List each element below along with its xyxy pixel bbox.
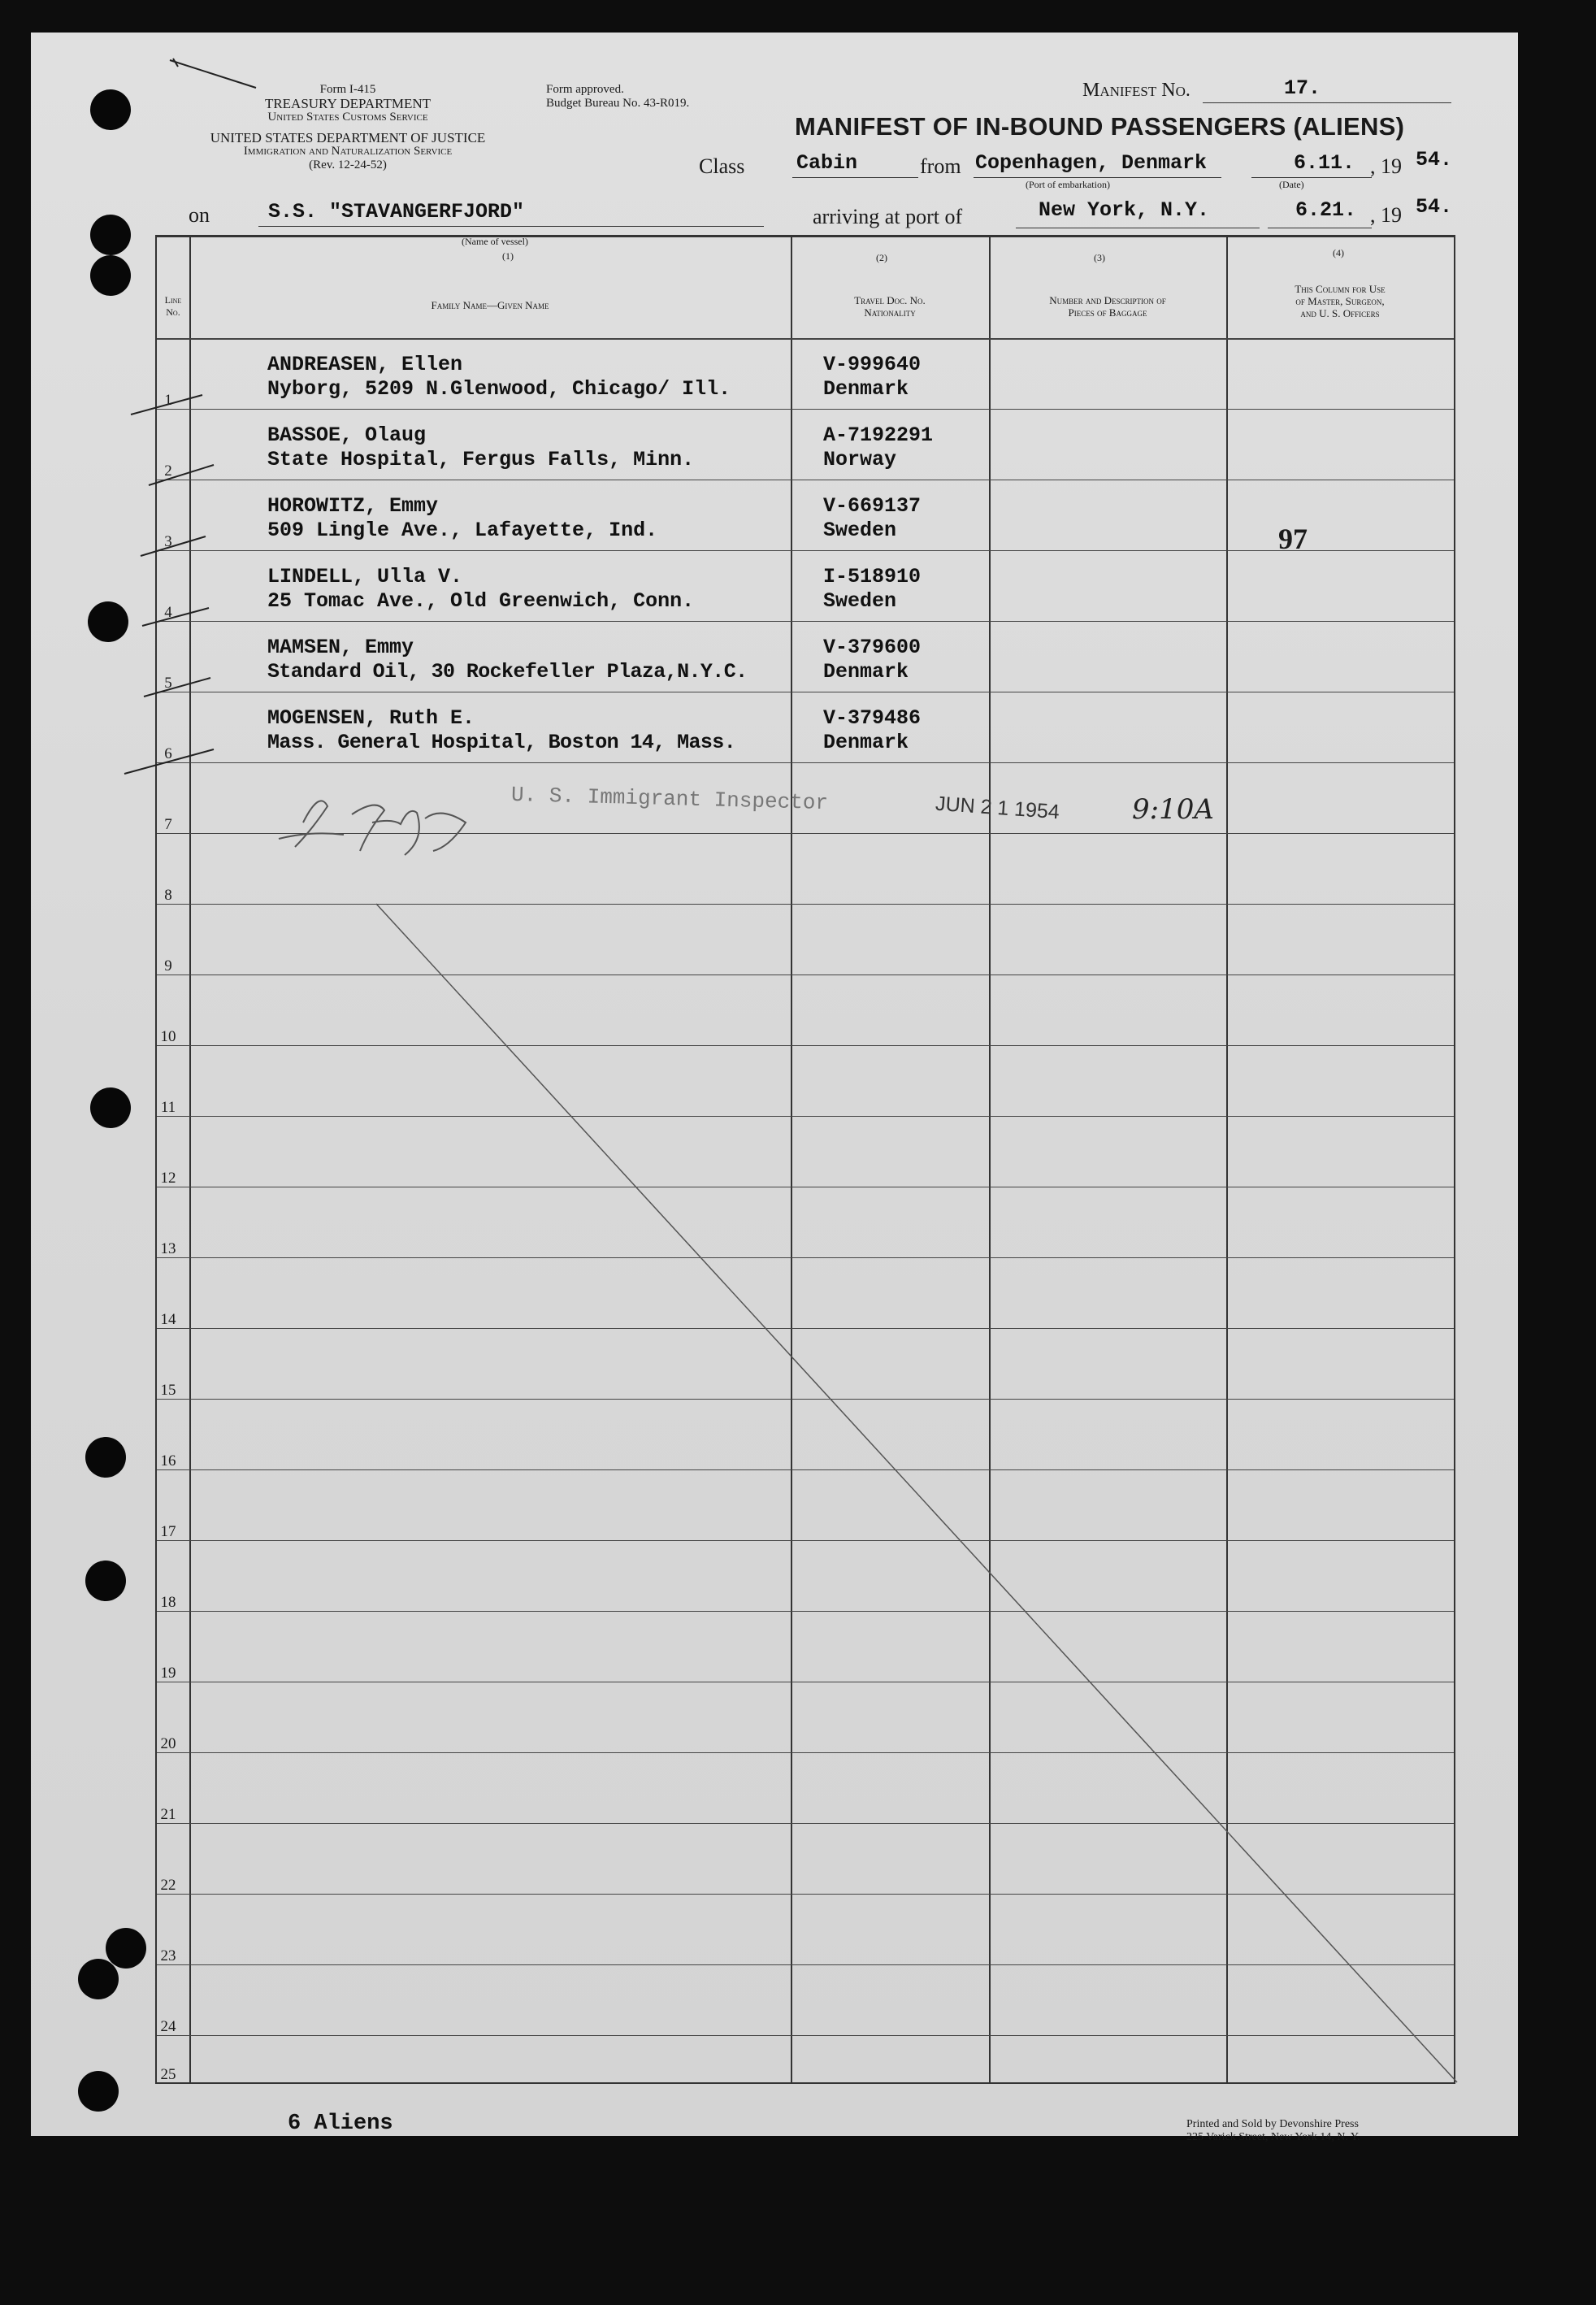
binder-hole: [90, 1087, 131, 1128]
header-baggage-text-2: Pieces of Baggage: [1068, 306, 1147, 319]
printer-line-1: Printed and Sold by Devonshire Press: [1186, 2118, 1359, 2130]
line-number: 2: [164, 462, 172, 480]
line-number: 24: [160, 2018, 176, 2035]
printer-line-2: 225 Varick Street, New York 14, N. Y.: [1186, 2131, 1360, 2143]
header-baggage-text-1: Number and Description of: [1049, 294, 1166, 306]
total-aliens: 6 Aliens: [288, 2112, 393, 2136]
vessel-underline: [258, 226, 764, 227]
depart-date-underline: [1251, 177, 1372, 178]
passenger-address: State Hospital, Fergus Falls, Minn.: [267, 448, 695, 471]
binder-hole: [90, 215, 131, 255]
passenger-name: BASSOE, Olaug: [267, 423, 427, 447]
passenger-address: 25 Tomac Ave., Old Greenwich, Conn.: [267, 589, 695, 613]
class-label: Class: [699, 154, 745, 178]
budget-bureau-text: Budget Bureau No. 43-R019.: [546, 97, 690, 110]
form-approved-text: Form approved.: [546, 83, 624, 96]
nationality: Denmark: [823, 377, 909, 401]
departure-year: 54.: [1416, 148, 1453, 171]
line-number: 19: [160, 1665, 176, 1682]
time-note: 9:10A: [1132, 793, 1214, 826]
header-officers-text-2: of Master, Surgeon,: [1295, 295, 1385, 307]
line-number: 25: [160, 2066, 176, 2083]
column-number-3: (3): [1094, 252, 1105, 263]
line-number: 17: [160, 1523, 176, 1540]
binder-hole: [106, 1928, 146, 1969]
nationality: Sweden: [823, 519, 897, 542]
nationality: Norway: [823, 448, 897, 471]
travel-doc-number: V-379600: [823, 636, 922, 659]
header-line-text: Line: [164, 294, 182, 306]
passenger-name: MAMSEN, Emmy: [267, 636, 414, 659]
customs-service: United States Customs Service: [267, 111, 428, 124]
nationality: Denmark: [823, 731, 909, 754]
header-departments: [177, 83, 518, 172]
passenger-address: Standard Oil, 30 Rockefeller Plaza,N.Y.C.: [267, 660, 748, 684]
embarkation-port: Copenhagen, Denmark: [975, 151, 1208, 175]
date-caption: (Date): [1279, 179, 1304, 190]
binder-hole: [78, 1959, 119, 1999]
binder-hole: [90, 255, 131, 296]
passenger-address: Nyborg, 5209 N.Glenwood, Chicago/ Ill.: [267, 377, 731, 401]
line-number: 9: [164, 957, 172, 975]
passenger-name: HOROWITZ, Emmy: [267, 494, 439, 518]
travel-doc-number: A-7192291: [823, 423, 934, 447]
class-underline: [792, 177, 918, 178]
line-number: 23: [160, 1947, 176, 1964]
nationality: Sweden: [823, 589, 897, 613]
arrival-date: 6.21.: [1295, 198, 1357, 222]
line-number: 4: [164, 604, 172, 621]
strike-through-line: [157, 237, 1454, 2082]
line-number: 22: [160, 1877, 176, 1894]
passenger-address: Mass. General Hospital, Boston 14, Mass.: [267, 731, 736, 754]
departure-year-prefix: , 19: [1370, 154, 1402, 178]
line-number: 21: [160, 1806, 176, 1823]
header-nationality-text: Nationality: [864, 306, 916, 319]
treasury-department: TREASURY DEPARTMENT: [264, 96, 432, 111]
passenger-name: ANDREASEN, Ellen: [267, 353, 463, 376]
line-number: 12: [160, 1170, 176, 1187]
header-officers-text-3: and U. S. Officers: [1300, 307, 1380, 319]
passenger-address: 509 Lingle Ave., Lafayette, Ind.: [267, 519, 658, 542]
header-officers-text-1: This Column for Use: [1295, 283, 1386, 295]
manifest-number: 17.: [1284, 76, 1321, 100]
travel-doc-number: V-379486: [823, 706, 922, 730]
binder-hole: [88, 601, 128, 642]
line-number: 18: [160, 1594, 176, 1611]
manifest-title: MANIFEST OF IN-BOUND PASSENGERS (ALIENS): [795, 112, 1405, 141]
line-number: 13: [160, 1240, 176, 1257]
passenger-table: [155, 235, 1455, 2084]
column-number-2: (2): [876, 252, 887, 263]
line-number: 10: [160, 1028, 176, 1045]
embarkation-caption: (Port of embarkation): [1026, 179, 1110, 190]
header-no-text: No.: [166, 306, 180, 318]
arriving-label: arriving at port of: [813, 205, 963, 228]
passenger-name: MOGENSEN, Ruth E.: [267, 706, 475, 730]
class-value: Cabin: [796, 151, 858, 175]
date-stamp: JUN 2 1 1954: [935, 792, 1060, 824]
arrival-year-prefix: , 19: [1370, 203, 1402, 227]
immigration-service: Immigration and Naturalization Service: [243, 145, 453, 158]
form-number: Form I-415: [319, 83, 376, 96]
inspector-stamp: U. S. Immigrant Inspector: [510, 782, 829, 816]
binder-hole: [85, 1561, 126, 1601]
revision-date: (Rev. 12-24-52): [309, 158, 387, 171]
manifest-no-underline: [1203, 102, 1451, 103]
travel-doc-number: I-518910: [823, 565, 922, 588]
nationality: Denmark: [823, 660, 909, 684]
line-number: 16: [160, 1452, 176, 1469]
line-number: 20: [160, 1735, 176, 1752]
line-number: 6: [164, 745, 172, 762]
line-number: 11: [160, 1099, 176, 1116]
printer-credit: [1186, 2118, 1360, 2144]
line-number: 8: [164, 887, 172, 904]
travel-doc-number: V-999640: [823, 353, 922, 376]
passenger-name: LINDELL, Ulla V.: [267, 565, 463, 588]
budget-approval: [546, 83, 689, 111]
line-number: 7: [164, 816, 172, 833]
arrival-year: 54.: [1416, 195, 1453, 219]
vessel-caption: (Name of vessel): [462, 236, 528, 247]
departure-date: 6.11.: [1294, 151, 1355, 175]
binder-hole: [85, 1437, 126, 1478]
line-number: 1: [164, 392, 172, 409]
header-travel-doc-text: Travel Doc. No.: [854, 294, 926, 306]
arrival-port: New York, N.Y.: [1039, 198, 1210, 222]
officer-note: 97: [1278, 523, 1308, 555]
from-underline: [974, 177, 1221, 178]
line-number: 3: [164, 533, 172, 550]
line-number: 15: [160, 1382, 176, 1399]
vessel-name: S.S. "STAVANGERFJORD": [268, 200, 525, 224]
travel-doc-number: V-669137: [823, 494, 922, 518]
from-label: from: [920, 154, 961, 178]
justice-department: UNITED STATES DEPARTMENT OF JUSTICE: [210, 130, 486, 145]
line-number: 5: [164, 675, 172, 692]
line-number: 14: [160, 1311, 176, 1328]
manifest-no-label: Manifest No.: [1082, 80, 1190, 101]
header-family-name-text: Family Name—Given Name: [431, 299, 549, 311]
binder-hole: [78, 2071, 119, 2112]
vessel-column-number: (1): [502, 250, 514, 262]
on-label: on: [189, 203, 210, 227]
column-number-4: (4): [1333, 247, 1344, 258]
binder-hole: [90, 89, 131, 130]
